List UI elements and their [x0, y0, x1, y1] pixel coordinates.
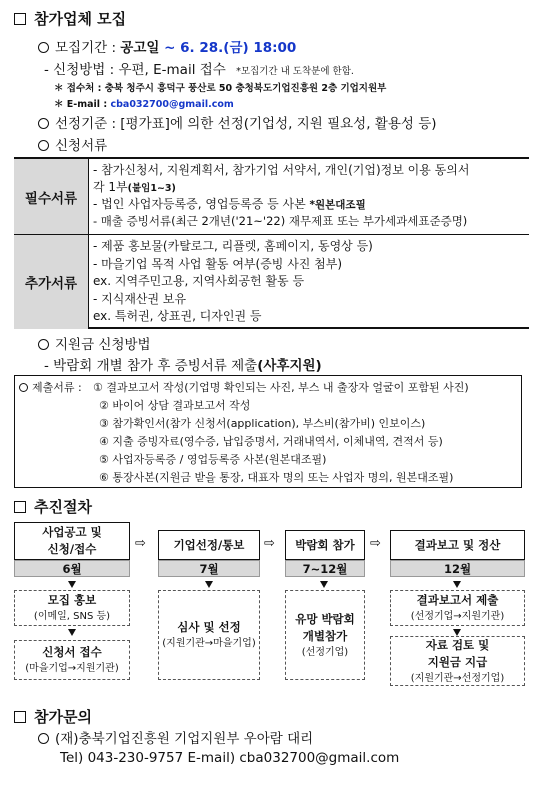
extra-doc-item: - 지식재산권 보유 — [93, 292, 187, 306]
docs-heading: 신청서류 — [38, 134, 107, 154]
subsidy-line: - 박람회 개별 참가 후 증빙서류 제출(사후지원) — [44, 358, 322, 374]
section-heading-contact: 참가문의 — [14, 706, 92, 727]
recruit-email: ＊ E-mail : cba032700@gmail.com — [54, 99, 234, 110]
step-application: 신청서 접수 (마을기업→지원기관) — [14, 640, 130, 680]
submission-doc-item: ⑤ 사업자등록증 / 영업등록증 사본(원본대조필) — [99, 453, 327, 466]
square-bullet-icon — [14, 711, 26, 723]
extra-doc-item: - 마을기업 목적 사업 활동 여부(증빙 사진 첨부) — [93, 257, 343, 271]
recruit-period: 모집기간 : 공고일 ~ 6. 28.(금) 18:00 — [38, 36, 296, 56]
section-heading-recruit: 참가업체 모집 — [14, 8, 126, 29]
step-report-submit: 결과보고서 제출 (선정기업→지원기관) — [390, 590, 525, 626]
arrow-right-icon: ⇨ — [370, 536, 381, 551]
extra-doc-item: ex. 지역주민고용, 지역사회공헌 활동 등 — [93, 274, 305, 288]
extra-docs-row — [14, 235, 529, 329]
arrow-down-icon — [205, 581, 213, 588]
email-link[interactable]: cba032700@gmail.com — [110, 99, 234, 110]
section-heading-process: 추진절차 — [14, 496, 92, 517]
recruit-criteria: 선정기준 : [평가표]에 의한 선정(기업성, 지원 필요성, 활용성 등) — [38, 112, 437, 132]
stage-selection: 기업선정/통보 — [158, 530, 260, 560]
required-doc-item: 각 1부(붙임1~3) — [93, 180, 176, 194]
arrow-down-icon — [453, 581, 461, 588]
circle-bullet-icon — [38, 733, 49, 744]
contact-phone-email: Tel) 043-230-9757 E-mail) cba032700@gmail.com — [60, 750, 400, 766]
circle-bullet-icon — [38, 140, 49, 151]
arrow-right-icon: ⇨ — [264, 536, 275, 551]
subsidy-heading: 지원금 신청방법 — [38, 333, 151, 353]
stage-announce: 사업공고 및 신청/접수 — [14, 522, 130, 560]
documents-table — [14, 157, 529, 329]
square-bullet-icon — [14, 501, 26, 513]
step-review: 심사 및 선정 (지원기관→마을기업) — [158, 590, 260, 680]
submission-doc-item: ① 결과보고서 작성(기업명 확인되는 사진, 부스 내 출장자 얼굴이 포함된 사진) — [93, 381, 469, 394]
extra-doc-item: - 제품 홍보물(카탈로그, 리플렛, 홈페이지, 동영상 등) — [93, 239, 373, 253]
required-doc-item: - 매출 증빙서류(최근 2개년('21~'22) 재무제표 또는 부가세과세표준증명) — [93, 214, 468, 228]
arrow-down-icon — [68, 581, 76, 588]
recruit-address: ＊ 접수처 : 충북 청주시 흥덕구 풍산로 50 충청북도기업진흥원 2층 기업지원부 — [54, 83, 387, 94]
submission-doc-item: ② 바이어 상담 결과보고서 작성 — [99, 399, 251, 412]
stage-fair: 박람회 참가 — [285, 530, 365, 560]
square-bullet-icon — [14, 13, 26, 25]
month-label: 7월 — [158, 560, 260, 577]
circle-bullet-icon — [38, 339, 49, 350]
submission-doc-item: ④ 지출 증빙자료(영수증, 납입증명서, 거래내역서, 이체내역, 견적서 등) — [99, 435, 443, 448]
step-promotion: 모집 홍보 (이메일, SNS 등) — [14, 590, 130, 626]
month-label: 7~12월 — [285, 560, 365, 577]
step-participation: 유망 박람회 개별참가 (선정기업) — [285, 590, 365, 680]
circle-bullet-icon — [38, 118, 49, 129]
month-label: 6월 — [14, 560, 130, 577]
submission-doc-item: ③ 참가확인서(참가 신청서(application), 부스비(참가비) 인보이스) — [99, 417, 426, 430]
extra-docs-label: 추가서류 — [14, 235, 89, 329]
arrow-down-icon — [320, 581, 328, 588]
required-docs-label: 필수서류 — [14, 159, 89, 234]
submission-docs-label: 제출서류 : — [19, 379, 82, 395]
circle-bullet-icon — [38, 42, 49, 53]
submission-doc-item: ⑥ 통장사본(지원금 받을 통장, 대표자 명의 또는 사업자 명의, 원본대조필) — [99, 471, 454, 484]
circle-bullet-icon — [19, 383, 28, 392]
extra-doc-item: ex. 특허권, 상표권, 디자인권 등 — [93, 309, 262, 323]
submission-docs-box — [14, 375, 522, 488]
recruit-method: - 신청방법 : 우편, E-mail 접수 *모집기간 내 도착분에 한함. — [44, 62, 354, 78]
arrow-down-icon — [68, 629, 76, 636]
month-label: 12월 — [390, 560, 525, 577]
arrow-right-icon: ⇨ — [135, 536, 146, 551]
required-doc-item: - 법인 사업자등록증, 영업등록증 등 사본 *원본대조필 — [93, 197, 366, 211]
required-docs-row — [14, 159, 529, 235]
required-doc-item: - 참가신청서, 지원계획서, 참가기업 서약서, 개인(기업)정보 이용 동의서 — [93, 163, 470, 177]
arrow-down-icon — [453, 629, 461, 636]
contact-org: (재)충북기업진흥원 기업지원부 우아람 대리 — [38, 727, 313, 747]
step-settlement: 자료 검토 및 지원금 지급 (지원기관→선정기업) — [390, 636, 525, 686]
stage-report: 결과보고 및 정산 — [390, 530, 525, 560]
